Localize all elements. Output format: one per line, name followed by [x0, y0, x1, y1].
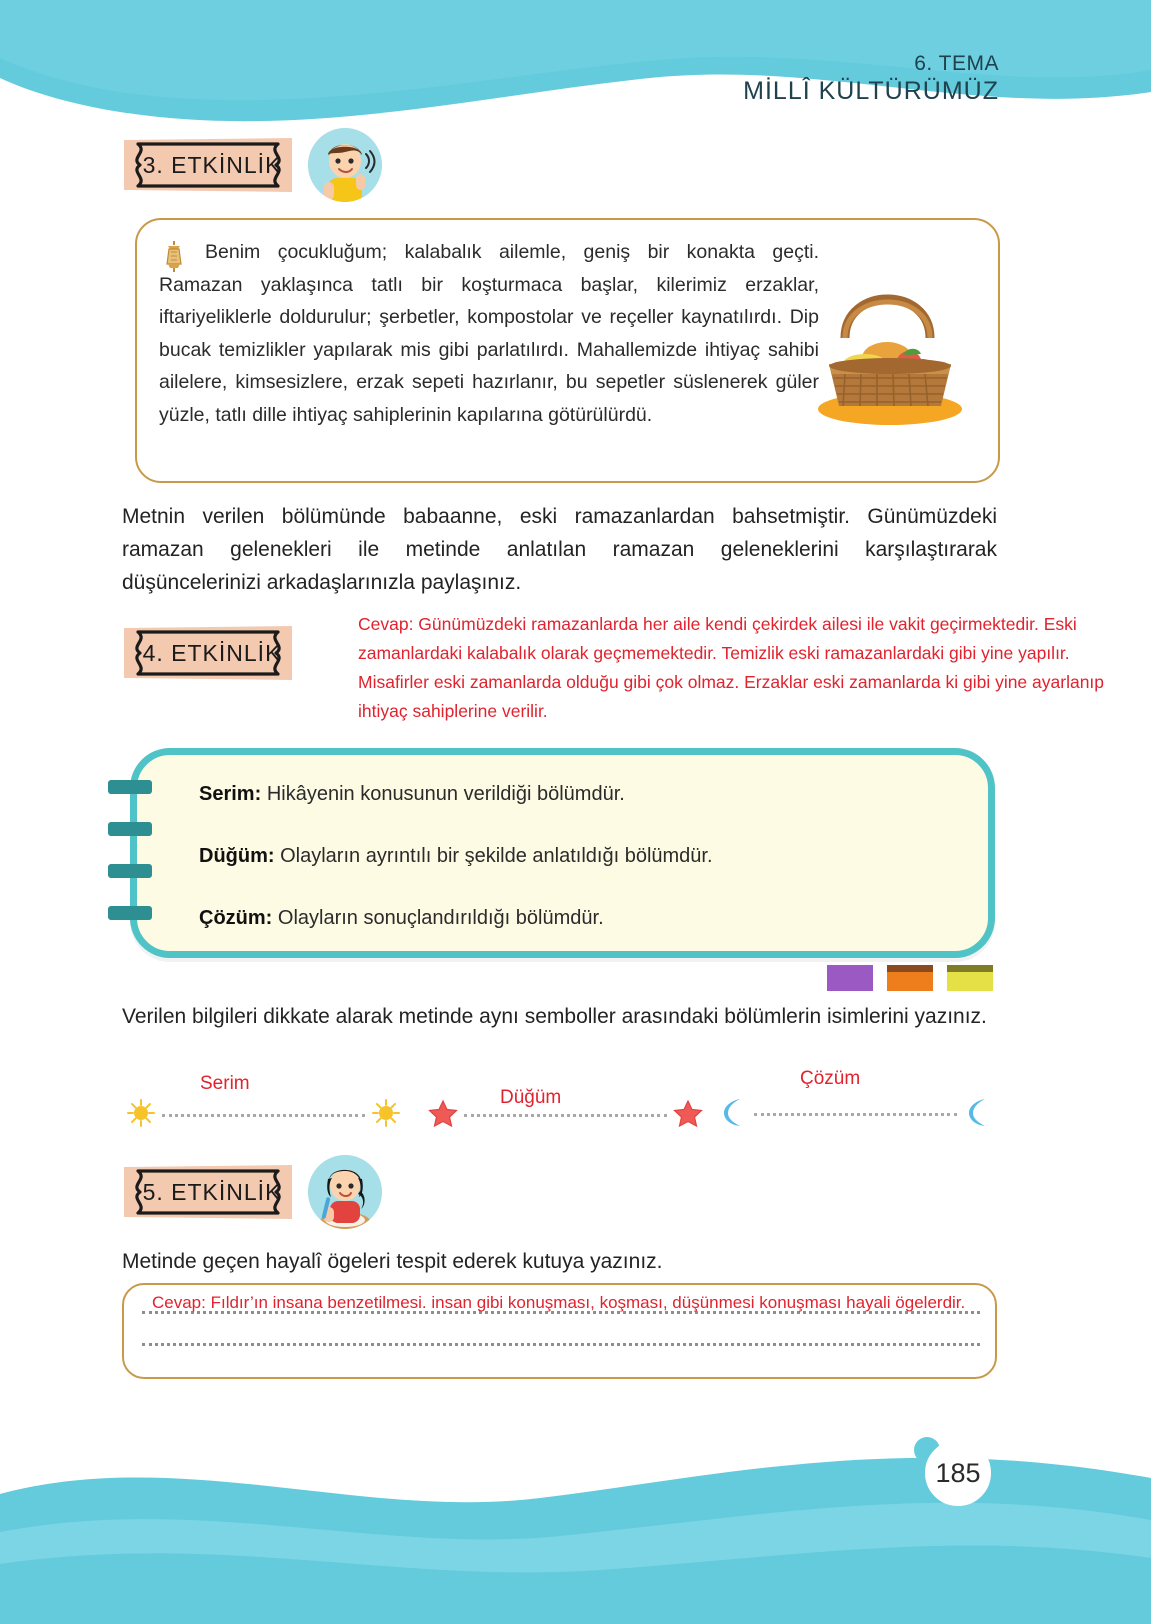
activity-4-label: 4. ETKİNLİK — [142, 639, 282, 666]
tab-purple — [827, 965, 873, 991]
answer-5-text[interactable]: Cevap: Fıldır’ın insana benzetilmesi. insan gibi konuşması, koşması, düşünmesi konuşması hayali ögelerdir. — [152, 1293, 966, 1312]
prompt-5-text: Metinde geçen hayalî ögeleri tespit ederek kutuya yazınız. — [122, 1250, 663, 1273]
girl-writing-avatar — [308, 1155, 382, 1229]
definition-term: Düğüm: — [199, 845, 275, 867]
activity-5-header — [118, 1155, 382, 1229]
definition-term: Serim: — [199, 783, 262, 805]
symbol-answer-dugum[interactable]: Düğüm — [500, 1087, 562, 1108]
sun-icon — [126, 1098, 156, 1133]
theme-title: MİLLÎ KÜLTÜRÜMÜZ — [743, 76, 999, 105]
symbol-row-star — [428, 1098, 703, 1133]
definition-text: Olayların sonuçlandırıldığı bölümdür. — [277, 907, 604, 929]
sun-icon — [371, 1098, 401, 1133]
crescent-moon-icon — [963, 1096, 993, 1133]
bookmark-tabs — [827, 965, 993, 991]
dotted-line — [754, 1113, 957, 1116]
dotted-line — [464, 1114, 667, 1117]
answer-5-box[interactable] — [122, 1283, 997, 1379]
activity-5-label: 5. ETKİNLİK — [142, 1178, 282, 1205]
reading-text-card — [135, 218, 1000, 483]
tab-orange — [887, 965, 933, 991]
definition-text: Hikâyenin konusunun verildiği bölümdür. — [266, 783, 625, 805]
tab-yellow — [947, 965, 993, 991]
activity-4-header — [118, 622, 298, 684]
activity-4-badge — [118, 622, 298, 684]
star-icon — [428, 1098, 458, 1133]
dotted-line — [162, 1114, 365, 1117]
definition-item — [199, 783, 625, 806]
dotted-writing-line — [142, 1343, 980, 1346]
activity-5-badge — [118, 1161, 298, 1223]
definition-item — [199, 907, 604, 930]
definition-term: Çözüm: — [199, 907, 273, 929]
activity-3-header — [118, 128, 382, 202]
lantern-icon — [161, 240, 187, 274]
crescent-moon-icon — [718, 1096, 748, 1133]
symbol-row-moon — [718, 1096, 993, 1133]
page-title — [743, 52, 999, 106]
activity-3-label: 3. ETKİNLİK — [142, 151, 282, 178]
symbol-answer-serim[interactable]: Serim — [200, 1073, 250, 1094]
page-number: 185 — [925, 1440, 991, 1506]
prompt-3-text: Metnin verilen bölümünde babaanne, eski ramazanlardan bahsetmiştir. Günümüzdeki ramazan gelenekleri ile metinde anlatılan ramazan geleneklerini karşılaştırarak düşüncelerinizi arkadaşlarınızla paylaşınız. — [122, 505, 997, 594]
theme-number: 6. TEMA — [914, 52, 999, 75]
symbol-answer-cozum[interactable]: Çözüm — [800, 1068, 861, 1089]
reading-paragraph: Benim çocukluğum; kalabalık ailemle, geniş bir konakta geçti. Ramazan yaklaşınca tatlı bir koşturmaca başlar, kilerimiz erzaklar, iftariyeliklerle doldurulur; şerbetler, kompostolar ve reçeller kaynatılırdı. Dip bucak temizlikler yapılarak mis gibi parlatılırdı. Mahallemizde ihtiyaç sahibi ailelere, kimsesizlere, erzak sepeti hazırlanır, bu sepetler süslenerek güler yüzle, tatlı dille ihtiyaç sahiplerinin kapılarına götürülürdü. — [159, 241, 819, 426]
activity-3-badge — [118, 134, 298, 196]
binder-rings — [108, 780, 150, 930]
star-icon — [673, 1098, 703, 1133]
boy-listening-avatar — [308, 128, 382, 202]
definition-item — [199, 845, 713, 868]
definition-text: Olayların ayrıntılı bir şekilde anlatıldığı bölümdür. — [280, 845, 713, 867]
definition-box — [130, 748, 995, 958]
fruit-basket-illustration — [805, 246, 970, 431]
prompt-4-text: Verilen bilgileri dikkate alarak metinde aynı semboller arasındaki bölümlerin isimlerini yazınız. — [122, 1005, 987, 1028]
symbol-row-sun — [126, 1098, 401, 1133]
answer-3-text[interactable]: Cevap: Günümüzdeki ramazanlarda her aile kendi çekirdek ailesi ile vakit geçirmektedir. Eski zamanlardaki kalabalık olarak geçmemektedir. Temizlik eski ramazanlardaki gibi yine yapılır. Misafirler eski zamanlarda olduğu gibi çok olmaz. Erzaklar eski zamanlarda ki gibi yine ayarlanıp ihtiyaç sahiplerine verilir. — [358, 614, 1105, 721]
